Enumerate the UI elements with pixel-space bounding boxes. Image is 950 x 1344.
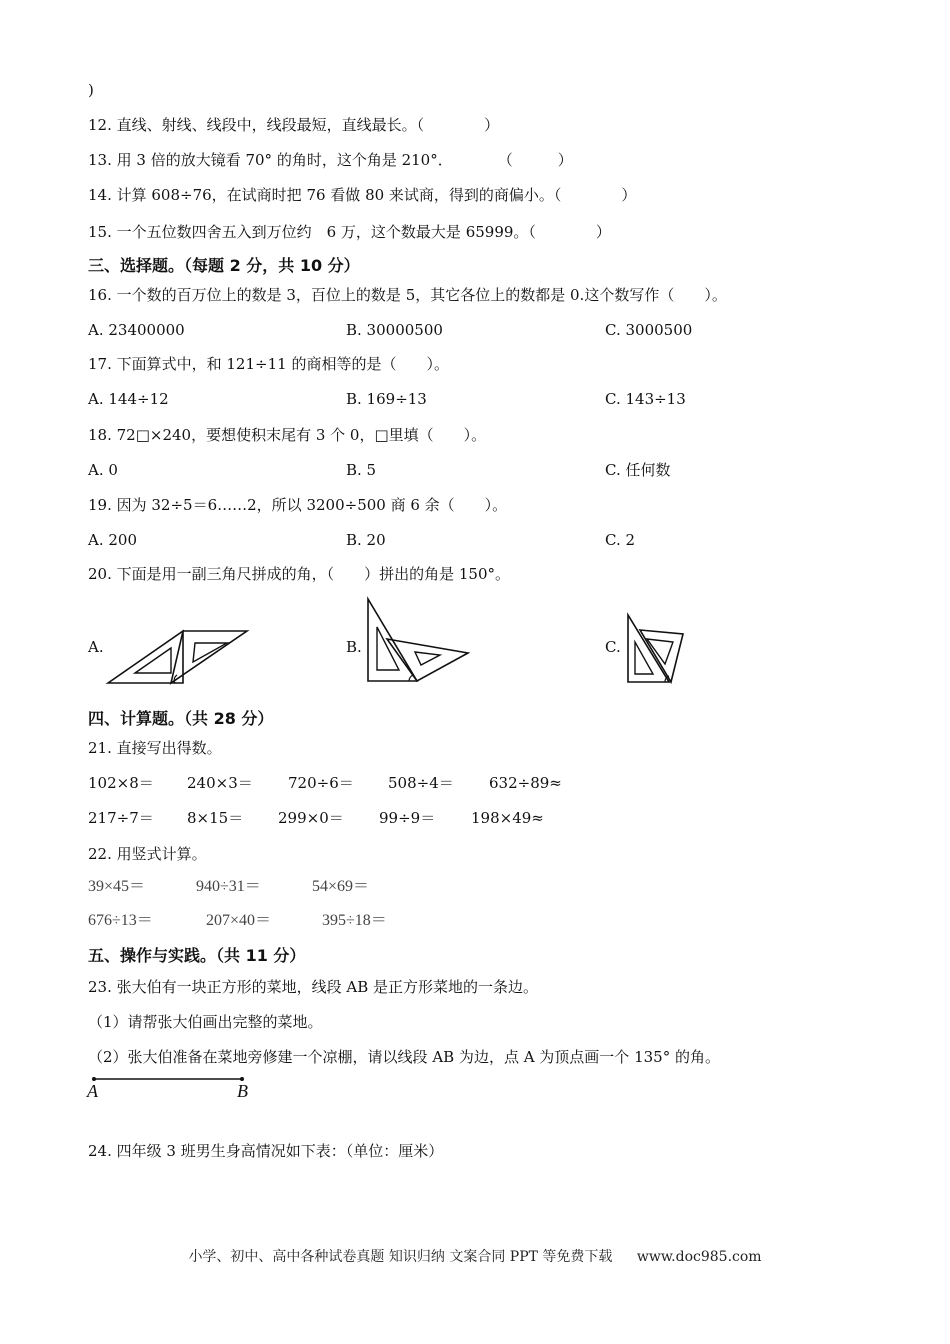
calc-item: 299×0＝	[278, 809, 344, 827]
vertical-calc-item: 54×69＝	[312, 878, 370, 895]
segment-ab	[88, 1074, 248, 1084]
question-16: 16. 一个数的百万位上的数是 3，百位上的数是 5，其它各位上的数都是 0.这个数写作（ ）。	[88, 286, 727, 304]
q17-option-b: B. 169÷13	[346, 390, 427, 408]
vertical-calc-item: 207×40＝	[206, 912, 272, 929]
question-21: 21. 直接写出得数。	[88, 739, 222, 757]
question-15: 15. 一个五位数四舍五入到万位约 6 万，这个数最大是 65999。（ ）	[88, 223, 611, 241]
vertical-calc-item: 676÷13＝	[88, 912, 153, 929]
calc-item: 720÷6＝	[288, 774, 354, 792]
q11-tail: )	[88, 81, 94, 99]
q20-option-c-label: C.	[605, 638, 621, 656]
footer-url[interactable]: www.doc985.com	[636, 1249, 762, 1265]
q17-option-a: A. 144÷12	[88, 390, 169, 408]
q16-option-b: B. 30000500	[346, 321, 443, 339]
vertical-calc-item: 39×45＝	[88, 878, 146, 895]
section-4-title: 四、计算题。（共 28 分）	[88, 709, 274, 728]
q20-option-c-figure	[625, 612, 687, 686]
q19-option-c: C. 2	[605, 531, 636, 549]
q18-option-c: C. 任何数	[605, 461, 671, 479]
q20-option-a-label: A.	[88, 638, 104, 656]
vertical-calc-item: 395÷18＝	[322, 912, 387, 929]
calc-item: 508÷4＝	[388, 774, 454, 792]
calc-item: 217÷7＝	[88, 809, 154, 827]
calc-item: 99÷9＝	[379, 809, 436, 827]
calc-item: 632÷89≈	[489, 774, 562, 792]
q17-option-c: C. 143÷13	[605, 390, 686, 408]
question-13: 13. 用 3 倍的放大镜看 70° 的角时，这个角是 210°． （ ）	[88, 151, 573, 169]
section-5-title: 五、操作与实践。（共 11 分）	[88, 946, 306, 965]
question-20: 20. 下面是用一副三角尺拼成的角，（ ）拼出的角是 150°。	[88, 565, 511, 583]
q20-option-b-label: B.	[346, 638, 362, 656]
q19-option-b: B. 20	[346, 531, 386, 549]
point-a-label: A	[87, 1081, 98, 1101]
q18-option-b: B. 5	[346, 461, 377, 479]
q20-option-b-figure	[365, 597, 475, 685]
q16-option-c: C. 3000500	[605, 321, 693, 339]
question-23-part-1: （1）请帮张大伯画出完整的菜地。	[88, 1013, 323, 1031]
page-footer	[0, 1246, 950, 1266]
vertical-calc-item: 940÷31＝	[196, 878, 261, 895]
calc-item: 198×49≈	[471, 809, 544, 827]
calc-item: 8×15＝	[187, 809, 244, 827]
question-19: 19. 因为 32÷5＝6……2，所以 3200÷500 商 6 余（ ）。	[88, 496, 508, 514]
footer-text: 小学、初中、高中各种试卷真题 知识归纳 文案合同 PPT 等免费下载	[188, 1249, 613, 1265]
q16-option-a: A. 23400000	[88, 321, 185, 339]
calc-item: 102×8＝	[88, 774, 154, 792]
calc-item: 240×3＝	[187, 774, 253, 792]
question-23-part-2: （2）张大伯准备在菜地旁修建一个凉棚，请以线段 AB 为边，点 A 为顶点画一个 135° 的角。	[88, 1048, 720, 1066]
question-17: 17. 下面算式中，和 121÷11 的商相等的是（ ）。	[88, 355, 449, 373]
question-18: 18. 72□×240，要想使积末尾有 3 个 0，□里填（ ）。	[88, 426, 487, 444]
question-12: 12. 直线、射线、线段中，线段最短，直线最长。（ ）	[88, 116, 500, 134]
point-b-label: B	[237, 1081, 248, 1101]
q18-option-a: A. 0	[88, 461, 118, 479]
q20-option-a-figure	[105, 628, 255, 686]
question-14: 14. 计算 608÷76，在试商时把 76 看做 80 来试商，得到的商偏小。（ ）	[88, 186, 637, 204]
section-3-title: 三、选择题。（每题 2 分，共 10 分）	[88, 256, 360, 275]
question-24: 24. 四年级 3 班男生身高情况如下表：（单位：厘米）	[88, 1142, 444, 1160]
question-22: 22. 用竖式计算。	[88, 845, 207, 863]
q19-option-a: A. 200	[88, 531, 137, 549]
question-23: 23. 张大伯有一块正方形的菜地，线段 AB 是正方形菜地的一条边。	[88, 978, 539, 996]
